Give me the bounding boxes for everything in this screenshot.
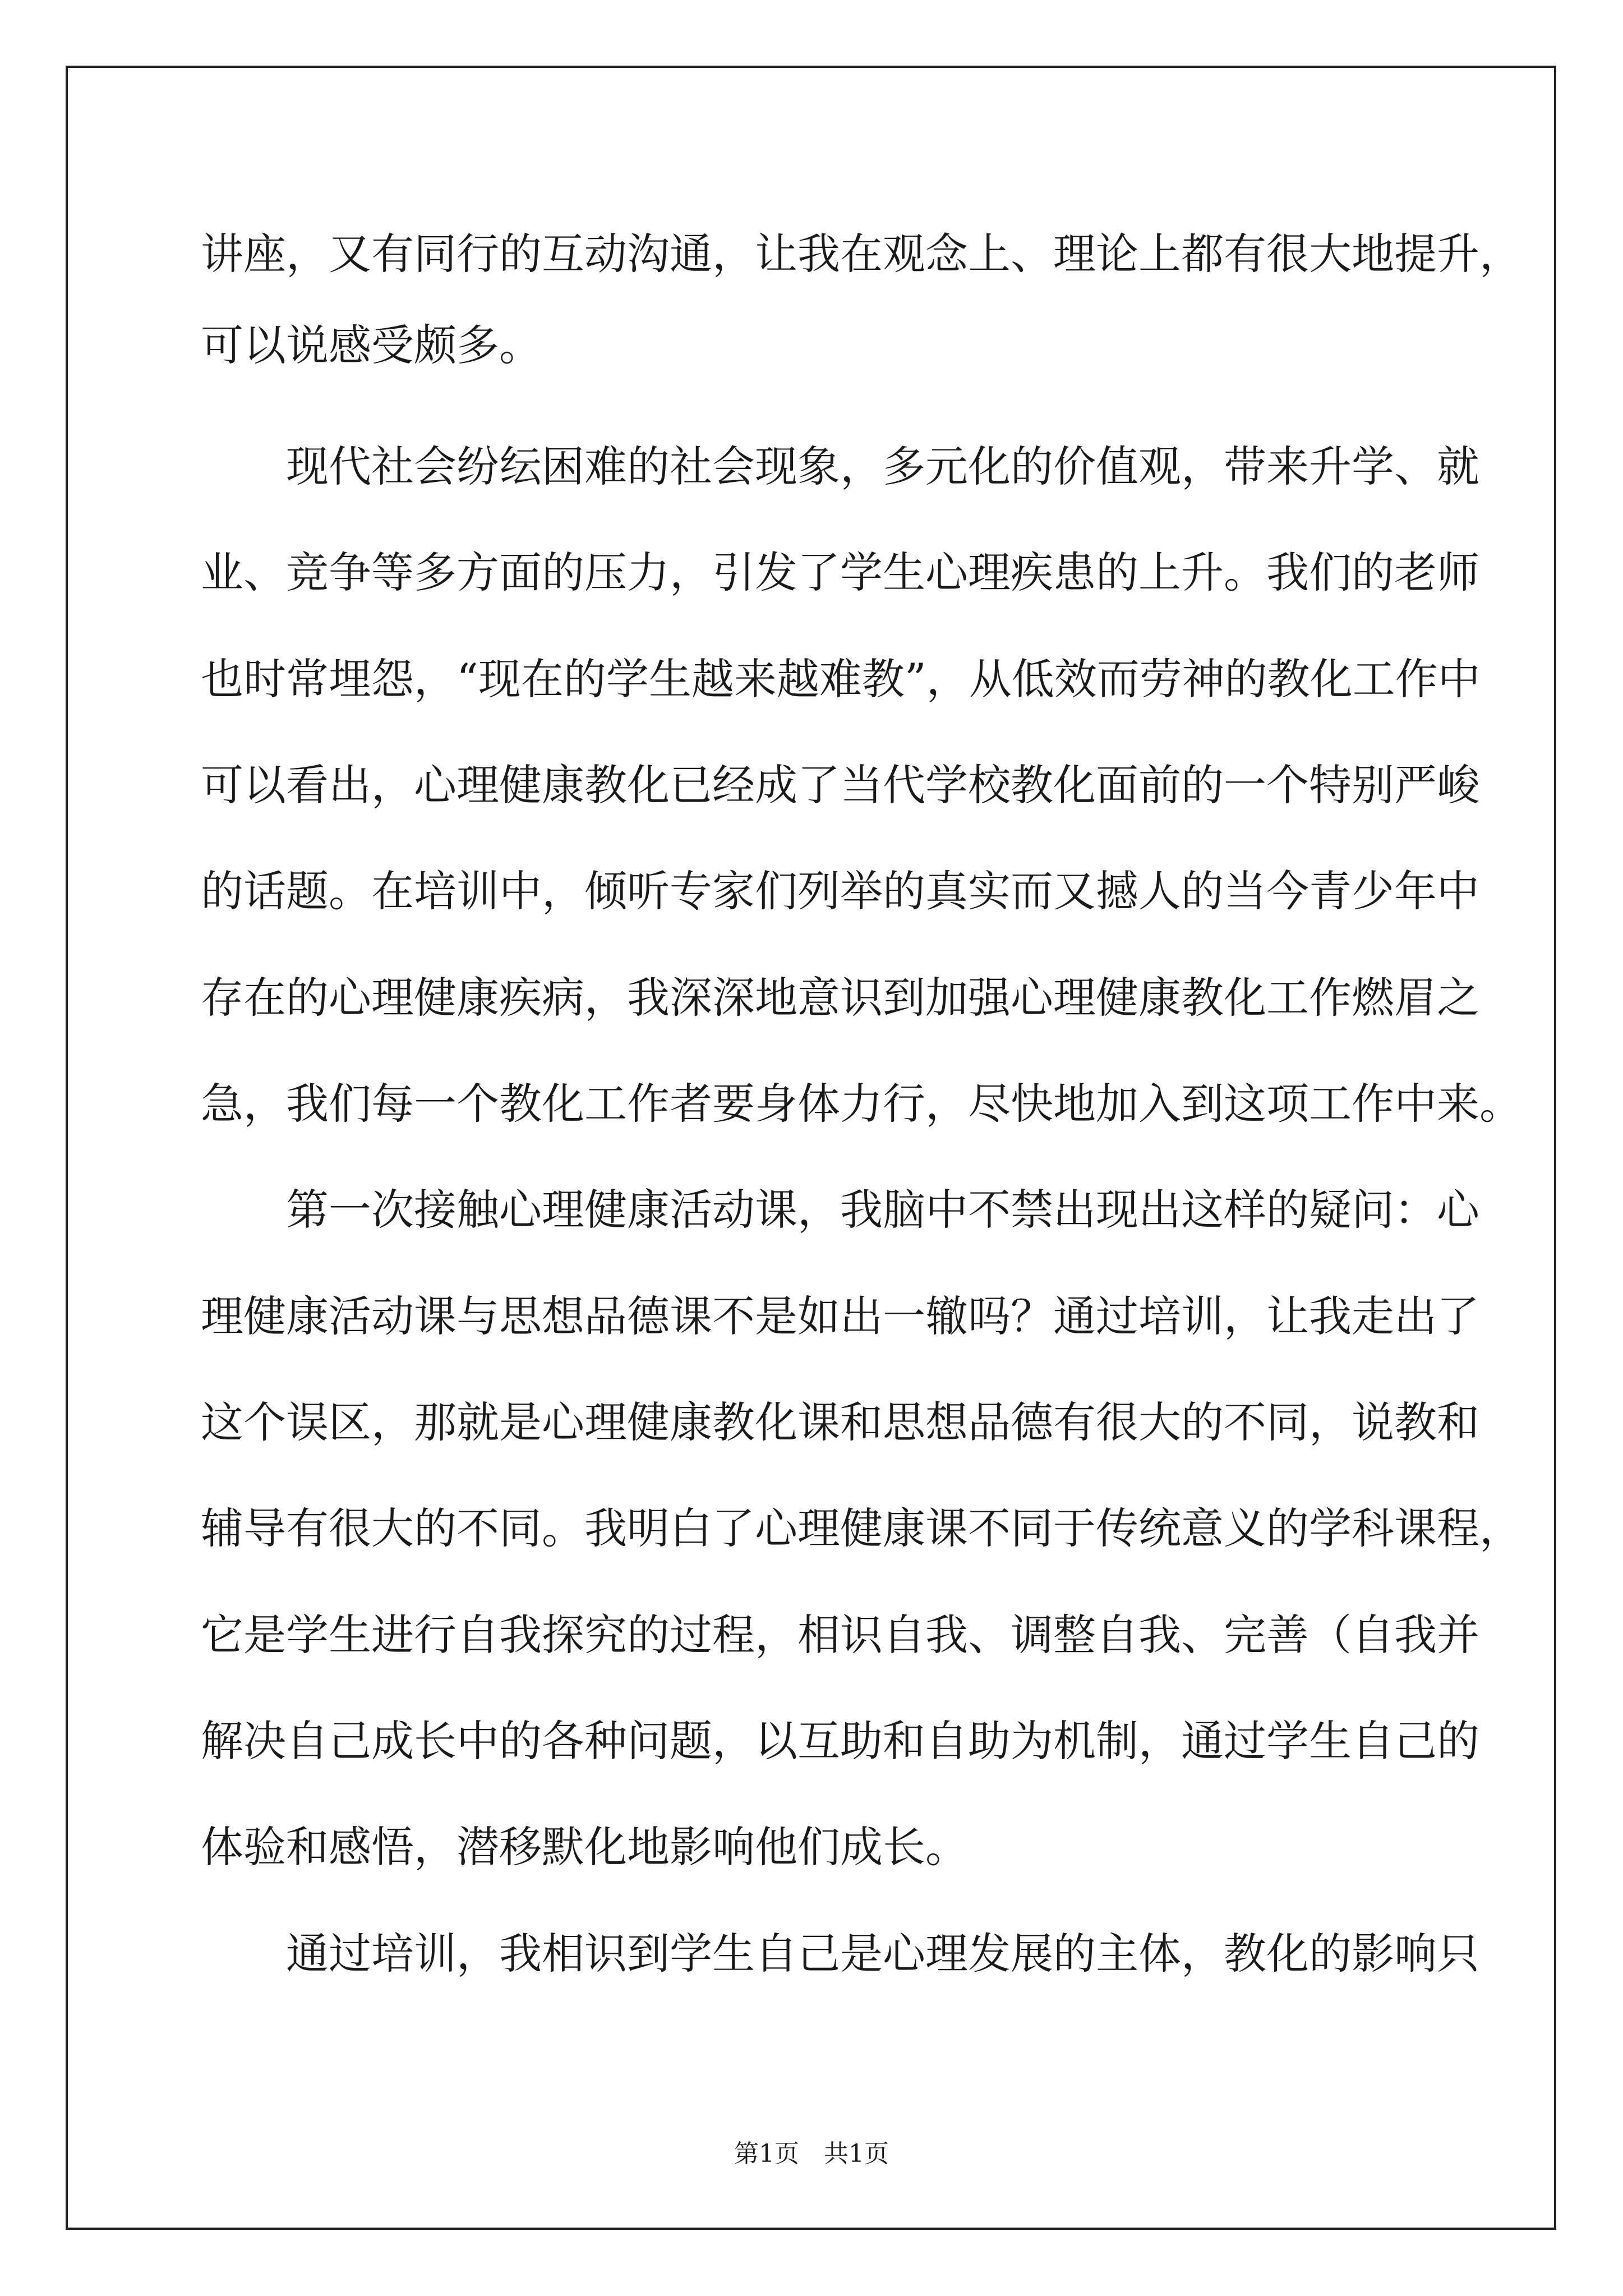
text-line: 这个误区，那就是心理健康教化课和思想品德有很大的不同，说教和	[201, 1397, 1479, 1447]
text-line: 现代社会纷纭困难的社会现象，多元化的价值观，带来升学、就	[201, 441, 1479, 491]
text-line: 业、竞争等多方面的压力，引发了学生心理疾患的上升。我们的老师	[201, 547, 1479, 597]
text-line: 通过培训，我相识到学生自己是心理发展的主体，教化的影响只	[201, 1929, 1479, 1978]
text-line: 可以说感受颇多。	[201, 320, 542, 370]
text-line: 可以看出，心理健康教化已经成了当代学校教化面前的一个特别严峻	[201, 760, 1479, 810]
page-border	[66, 66, 1556, 2230]
text-line: 理健康活动课与思想品德课不是如出一辙吗？通过培训，让我走出了	[201, 1291, 1479, 1341]
text-line: 解决自己成长中的各种问题，以互助和自助为机制，通过学生自己的	[201, 1716, 1479, 1766]
text-line: 也时常埋怨，“现在的学生越来越难教”，从低效而劳神的教化工作中	[201, 654, 1481, 704]
text-line: 的话题。在培训中，倾听专家们列举的真实而又撼人的当今青少年中	[201, 866, 1479, 916]
text-line: 讲座，又有同行的互动沟通，让我在观念上、理论上都有很大地提升，	[201, 229, 1522, 279]
text-line: 体验和感悟，潜移默化地影响他们成长。	[201, 1822, 968, 1872]
text-line: 第一次接触心理健康活动课，我脑中不禁出现出这样的疑问：心	[201, 1185, 1479, 1235]
text-line: 它是学生进行自我探究的过程，相识自我、调整自我、完善（自我并	[201, 1610, 1479, 1660]
text-line: 辅导有很大的不同。我明白了心理健康课不同于传统意义的学科课程，	[201, 1503, 1522, 1553]
text-line: 存在的心理健康疾病，我深深地意识到加强心理健康教化工作燃眉之	[201, 973, 1479, 1023]
text-line: 急，我们每一个教化工作者要身体力行，尽快地加入到这项工作中来。	[201, 1079, 1522, 1129]
page-footer	[0, 2137, 1623, 2171]
page-number: 第1页 共1页	[734, 2139, 889, 2168]
